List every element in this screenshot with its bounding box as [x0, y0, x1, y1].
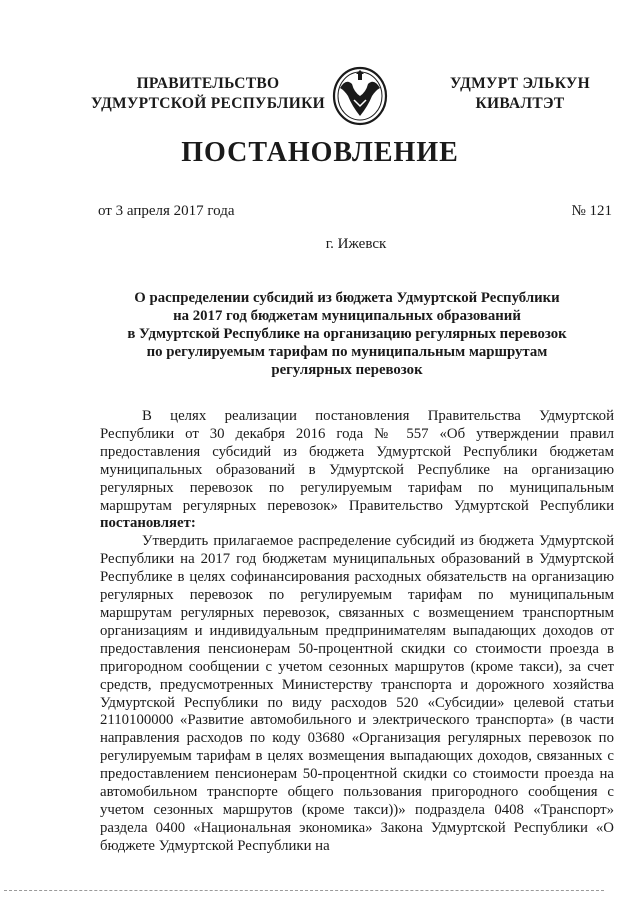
document-date: от 3 апреля 2017 года [98, 203, 235, 219]
issuer-name-russian [88, 74, 328, 114]
issuer-line-2: УДМУРТСКОЙ РЕСПУБЛИКИ [90, 95, 325, 112]
document-body [100, 408, 614, 856]
decree-word: постановляет: [100, 515, 196, 532]
document-city: г. Ижевск [325, 236, 387, 252]
subject-line-4: по регулируемым тарифам по муниципальным маршрутам [146, 344, 548, 360]
page-bottom-divider [4, 890, 604, 891]
subject-line-3: в Удмуртской Республике на организацию регулярных перевозок [127, 326, 567, 342]
subject-line-2: на 2017 год бюджетам муниципальных образований [173, 308, 521, 324]
subject-line-5: регулярных перевозок [271, 362, 423, 378]
coat-of-arms-icon [332, 66, 388, 126]
subject-line-1: О распределении субсидий из бюджета Удмуртской Республики [134, 290, 560, 306]
body-paragraph-preamble [100, 408, 614, 533]
document-title: ПОСТАНОВЛЕНИЕ [181, 137, 459, 168]
issuer-name-udmurt [430, 74, 610, 114]
document-number: № 121 [571, 203, 612, 219]
issuer-udmurt-line-2: КИВАЛТЭТ [475, 95, 565, 112]
preamble-text: В целях реализации постановления Правительства Удмуртской Республики от 30 декабря 2016 года № 557 «Об утверждении правил предоставления субсидий из бюджета Удмуртской Республики бюджетам муниципальных образований в Удмуртской Республике на организацию регулярных перевозок по регулируемым тарифам по муниципальным маршрутам регулярных перевозок» Правительство Удмуртской Республики [100, 408, 614, 514]
issuer-line-1: ПРАВИТЕЛЬСТВО [136, 75, 280, 92]
issuer-udmurt-line-1: УДМУРТ ЭЛЬКУН [450, 75, 590, 92]
document-subject [112, 289, 582, 379]
body-paragraph-main: Утвердить прилагаемое распределение субсидий из бюджета Удмуртской Республики на 2017 год бюджетам муниципальных образований в Удмуртской Республике в целях софинансирования расходных обязательств на организацию регулярных перевозок по регулируемым тарифам по муниципальным маршрутам регулярных перевозок, связанных с возмещением транспортным организациям и индивидуальным предпринимателям выпадающих доходов от предоставления пенсионерам 50-процентной скидки со стоимости проезда в пригородном сообщении с учетом сезонных маршрутов (кроме такси), за счет средств, предусмотренных Министерству транспорта и дорожного хозяйства Удмуртской Республики по виду расходов 520 «Субсидии» целевой статьи 2110100000 «Развитие автомобильного и электрического транспорта» (в части направления расходов по коду 03680 «Организация регулярных перевозок по регулируемым тарифам в целях возмещения выпадающих доходов, связанных с предоставлением пенсионерам 50-процентной скидки со стоимости проезда на автомобильном транспорте общего пользования пригородного сообщения с учетом сезонных маршрутов (кроме такси))» подраздела 0408 «Транспорт» раздела 0400 «Национальная экономика» Закона Удмуртской Республики «О бюджете Удмуртской Республики на [100, 533, 614, 854]
